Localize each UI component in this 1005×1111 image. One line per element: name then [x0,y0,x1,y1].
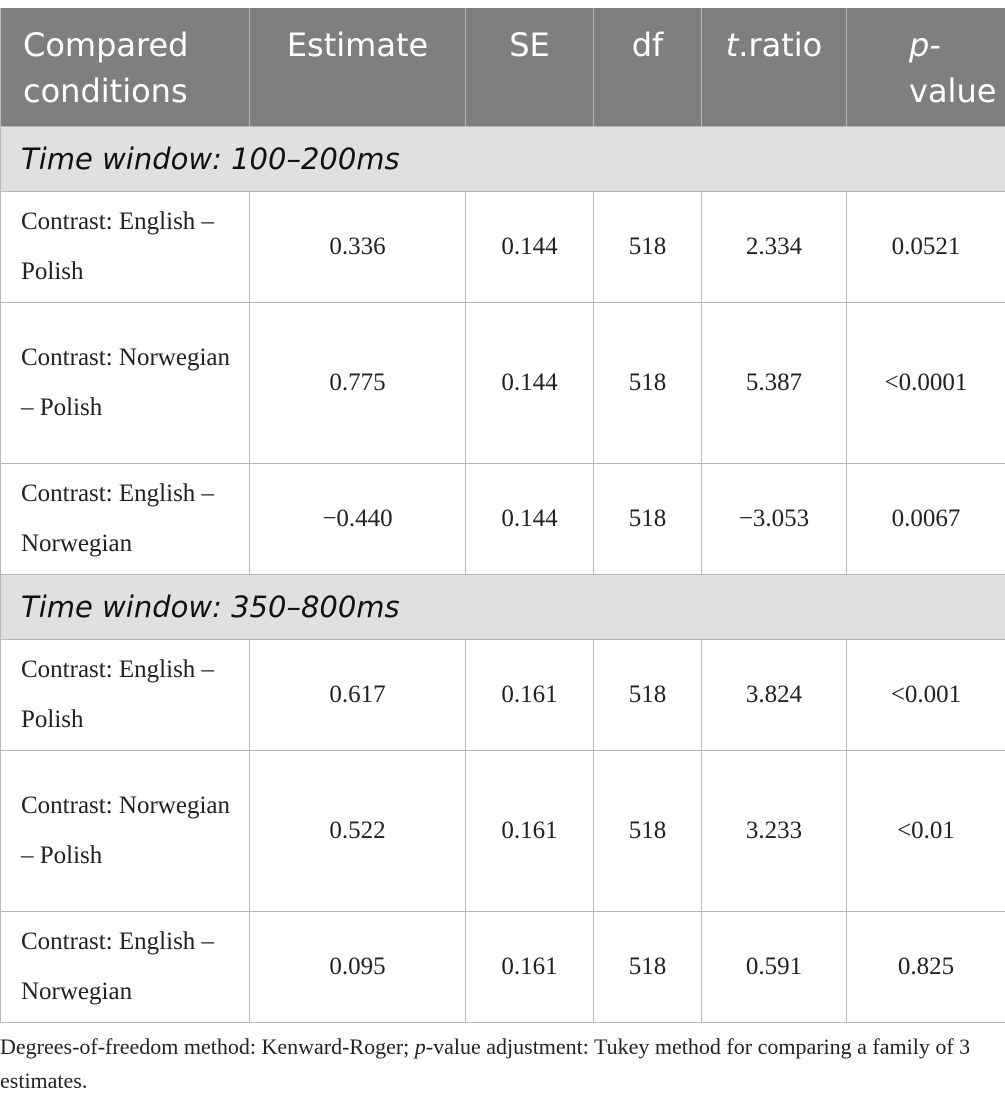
header-t-ratio-suffix: .ratio [738,26,823,64]
header-t-ratio-symbol: t [725,26,739,64]
cell-t-ratio: 0.591 [702,912,847,1023]
header-compared-conditions: Compared conditions [1,8,250,127]
cell-se: 0.144 [466,192,594,303]
table-row [1,192,1005,303]
cell-p-value: 0.0067 [847,464,1005,575]
cell-condition: Contrast: English – Polish [1,192,250,303]
cell-se: 0.161 [466,912,594,1023]
results-table-container [0,8,1005,1023]
cell-estimate: 0.336 [250,192,466,303]
footnote-part-1: Degrees-of-freedom method: Kenward-Roger; [0,1034,415,1059]
table-row [1,640,1005,751]
cell-estimate: 0.522 [250,751,466,912]
cell-condition: Contrast: English – Norwegian [1,912,250,1023]
cell-p-value: <0.001 [847,640,1005,751]
cell-estimate: 0.775 [250,303,466,464]
cell-condition: Contrast: Norwegian – Polish [1,751,250,912]
section-label: Time window: 100–200ms [1,127,1005,192]
cell-t-ratio: 2.334 [702,192,847,303]
cell-t-ratio: 3.824 [702,640,847,751]
cell-se: 0.144 [466,303,594,464]
cell-estimate: 0.617 [250,640,466,751]
cell-t-ratio: −3.053 [702,464,847,575]
cell-t-ratio: 5.387 [702,303,847,464]
cell-se: 0.161 [466,751,594,912]
footnote-p-symbol: p [414,1034,426,1059]
table-row [1,303,1005,464]
section-row-window-1 [1,127,1005,192]
header-t-ratio [702,8,847,127]
footnote-part-2: -value adjustment: Tukey method for comparing a family of 3 estimates. [0,1034,971,1093]
header-estimate: Estimate [250,8,466,127]
section-row-window-2 [1,575,1005,640]
cell-p-value: 0.825 [847,912,1005,1023]
cell-p-value: <0.01 [847,751,1005,912]
table-header-row [1,8,1005,127]
table-row [1,751,1005,912]
header-df: df [594,8,702,127]
cell-df: 518 [594,192,702,303]
cell-se: 0.144 [466,464,594,575]
cell-p-value: 0.0521 [847,192,1005,303]
cell-condition: Contrast: Norwegian – Polish [1,303,250,464]
header-se: SE [466,8,594,127]
cell-df: 518 [594,464,702,575]
cell-df: 518 [594,303,702,464]
table-footnote [0,1030,1005,1098]
contrast-results-table [0,8,1005,1023]
header-p-value-symbol: p [909,26,930,64]
cell-df: 518 [594,751,702,912]
cell-df: 518 [594,912,702,1023]
cell-se: 0.161 [466,640,594,751]
cell-p-value: <0.0001 [847,303,1005,464]
header-p-value-suffix: -value [909,26,997,110]
cell-estimate: −0.440 [250,464,466,575]
cell-condition: Contrast: English – Polish [1,640,250,751]
cell-estimate: 0.095 [250,912,466,1023]
table-row [1,912,1005,1023]
table-row [1,464,1005,575]
cell-t-ratio: 3.233 [702,751,847,912]
cell-df: 518 [594,640,702,751]
section-label: Time window: 350–800ms [1,575,1005,640]
header-p-value [847,8,1005,127]
cell-condition: Contrast: English – Norwegian [1,464,250,575]
